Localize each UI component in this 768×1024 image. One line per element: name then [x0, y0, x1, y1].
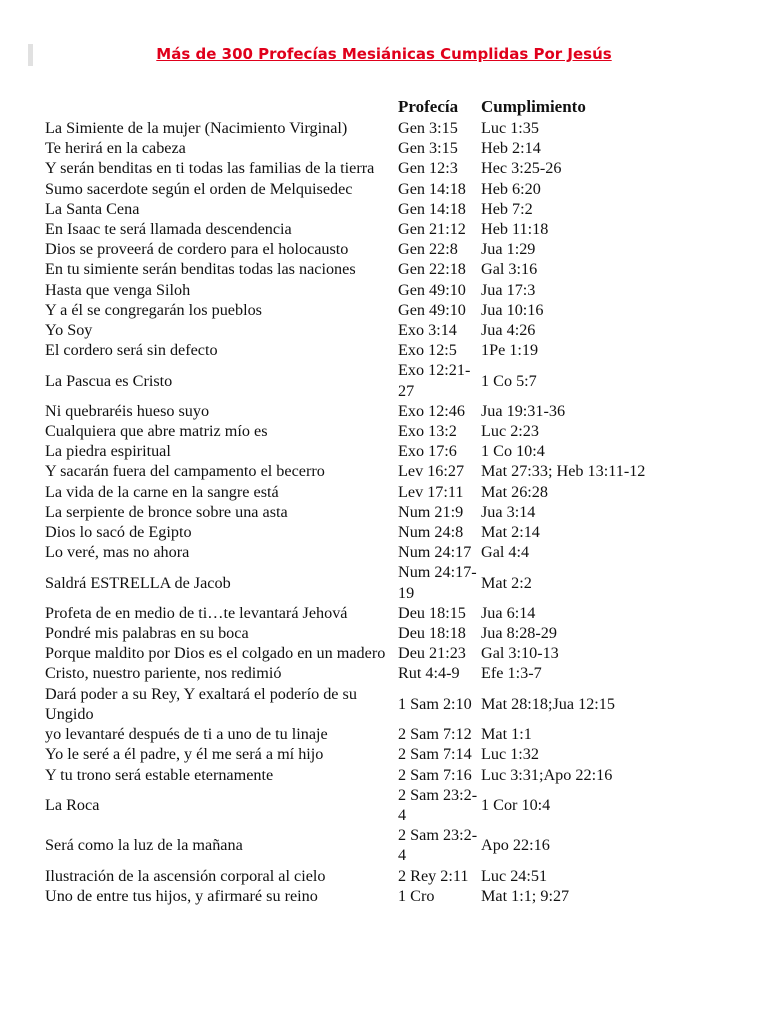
table-row [43, 320, 733, 340]
row-description: Y tu trono será estable eternamente [45, 765, 274, 784]
row-fulfillment-ref: Gal 3:16 [481, 260, 538, 279]
table-row [43, 219, 733, 239]
row-prophecy-ref: Gen 14:18 [398, 179, 466, 198]
row-prophecy-ref: 2 Sam 7:14 [398, 745, 472, 764]
table-row [43, 158, 733, 178]
table-row [43, 562, 733, 602]
table-row [43, 663, 733, 683]
row-description: La vida de la carne en la sangre está [45, 482, 279, 501]
row-prophecy-ref: Deu 21:23 [398, 644, 466, 663]
table-row [43, 239, 733, 259]
row-prophecy-ref: Gen 3:15 [398, 119, 458, 137]
row-description: Y serán benditas en ti todas las familias de la tierra [45, 159, 375, 178]
row-fulfillment-ref: 1 Cor 10:4 [481, 795, 551, 814]
row-prophecy-ref: Gen 3:15 [398, 139, 458, 158]
table-row [43, 482, 733, 502]
row-description: El cordero será sin defecto [45, 341, 218, 360]
row-fulfillment-ref: 1Pe 1:19 [481, 341, 539, 360]
row-description: La piedra espiritual [45, 442, 171, 461]
row-prophecy-ref: Num 21:9 [398, 502, 464, 521]
row-prophecy-ref: Lev 17:11 [398, 482, 464, 501]
row-fulfillment-ref: Luc 1:35 [481, 119, 539, 137]
row-prophecy-ref: Num 24:17 [398, 543, 472, 562]
table-row [43, 441, 733, 461]
row-fulfillment-ref: Mat 27:33; Heb 13:11-12 [481, 462, 646, 481]
row-prophecy-ref: Gen 12:3 [398, 159, 458, 178]
row-fulfillment-ref: Jua 17:3 [481, 280, 536, 299]
row-description: Saldrá ESTRELLA de Jacob [45, 573, 231, 592]
row-fulfillment-ref: Jua 10:16 [481, 300, 544, 319]
header-description [43, 96, 396, 118]
row-prophecy-ref: Deu 18:15 [398, 603, 466, 622]
row-description: Pondré mis palabras en su boca [45, 624, 249, 643]
row-description: En tu simiente serán benditas todas las naciones [45, 260, 356, 279]
row-description: yo levantaré después de ti a uno de tu linaje [45, 725, 328, 744]
table-body [43, 118, 733, 906]
row-fulfillment-ref: Jua 4:26 [481, 321, 536, 340]
row-prophecy-ref: 2 Sam 23:2-4 [398, 826, 478, 865]
row-description: Dios lo sacó de Egipto [45, 523, 192, 542]
table-row [43, 866, 733, 886]
row-prophecy-ref: Gen 14:18 [398, 199, 466, 218]
table-row [43, 118, 733, 138]
row-prophecy-ref: Lev 16:27 [398, 462, 465, 481]
table-row [43, 401, 733, 421]
row-description: La serpiente de bronce sobre una asta [45, 502, 288, 521]
header-fulfillment: Cumplimiento [481, 97, 586, 116]
row-fulfillment-ref: Jua 3:14 [481, 502, 536, 521]
row-prophecy-ref: Exo 12:46 [398, 401, 465, 420]
row-prophecy-ref: Gen 21:12 [398, 220, 466, 239]
row-description: Hasta que venga Siloh [45, 280, 191, 299]
table-row [43, 461, 733, 481]
row-description: Y a él se congregarán los pueblos [45, 300, 262, 319]
row-description: Dará poder a su Rey, Y exaltará el poderío de su Ungido [45, 684, 357, 723]
table-row [43, 280, 733, 300]
table-row [43, 340, 733, 360]
header-prophecy: Profecía [398, 97, 459, 116]
row-fulfillment-ref: Gal 3:10-13 [481, 644, 559, 663]
row-fulfillment-ref: Heb 6:20 [481, 179, 541, 198]
row-fulfillment-ref: Luc 2:23 [481, 422, 539, 441]
table-row [43, 785, 733, 825]
row-description: La Simiente de la mujer (Nacimiento Virginal) [45, 119, 348, 137]
row-prophecy-ref: Num 24:8 [398, 523, 464, 542]
table-row [43, 360, 733, 400]
row-fulfillment-ref: Mat 26:28 [481, 482, 548, 501]
table-row [43, 179, 733, 199]
table-row [43, 744, 733, 764]
row-prophecy-ref: Exo 12:5 [398, 341, 457, 360]
row-description: Cristo, nuestro pariente, nos redimió [45, 664, 282, 683]
row-fulfillment-ref: Mat 2:14 [481, 523, 540, 542]
row-fulfillment-ref: Jua 8:28-29 [481, 624, 557, 643]
row-prophecy-ref: 2 Sam 7:12 [398, 725, 472, 744]
row-fulfillment-ref: Efe 1:3-7 [481, 664, 542, 683]
row-prophecy-ref: Gen 22:18 [398, 260, 466, 279]
row-description: La Santa Cena [45, 199, 140, 218]
table-row [43, 138, 733, 158]
table-header-row [43, 96, 733, 118]
row-fulfillment-ref: Mat 1:1 [481, 725, 532, 744]
row-fulfillment-ref: Mat 1:1; 9:27 [481, 886, 570, 905]
row-prophecy-ref: 2 Rey 2:11 [398, 866, 469, 885]
row-prophecy-ref: Exo 3:14 [398, 321, 457, 340]
row-fulfillment-ref: Mat 28:18;Jua 12:15 [481, 694, 615, 713]
row-prophecy-ref: Exo 13:2 [398, 422, 457, 441]
row-fulfillment-ref: Jua 6:14 [481, 603, 536, 622]
row-fulfillment-ref: Luc 1:32 [481, 745, 539, 764]
row-fulfillment-ref: Luc 3:31;Apo 22:16 [481, 765, 613, 784]
row-prophecy-ref: Gen 22:8 [398, 240, 458, 259]
row-description: La Roca [45, 795, 100, 814]
row-fulfillment-ref: Heb 7:2 [481, 199, 533, 218]
table-row [43, 603, 733, 623]
row-prophecy-ref: Gen 49:10 [398, 280, 466, 299]
row-description: Ilustración de la ascensión corporal al cielo [45, 866, 326, 885]
row-fulfillment-ref: 1 Co 5:7 [481, 371, 537, 390]
row-prophecy-ref: 2 Sam 23:2-4 [398, 785, 478, 824]
row-prophecy-ref: Num 24:17-19 [398, 563, 477, 602]
row-fulfillment-ref: 1 Co 10:4 [481, 442, 545, 461]
row-description: Ni quebraréis hueso suyo [45, 401, 210, 420]
row-prophecy-ref: 2 Sam 7:16 [398, 765, 472, 784]
table-row [43, 259, 733, 279]
row-fulfillment-ref: Luc 24:51 [481, 866, 548, 885]
row-fulfillment-ref: Apo 22:16 [481, 836, 550, 855]
row-description: Y sacarán fuera del campamento el becerro [45, 462, 325, 481]
table-row [43, 825, 733, 865]
row-prophecy-ref: 1 Cro [398, 886, 435, 905]
row-description: Yo le seré a él padre, y él me será a mí hijo [45, 745, 324, 764]
table-row [43, 684, 733, 724]
table-row [43, 522, 733, 542]
row-fulfillment-ref: Mat 2:2 [481, 573, 532, 592]
row-fulfillment-ref: Heb 2:14 [481, 139, 541, 158]
table-row [43, 724, 733, 744]
document-title: Más de 300 Profecías Mesiánicas Cumplidas Por Jesús [156, 45, 612, 63]
table-row [43, 623, 733, 643]
row-description: La Pascua es Cristo [45, 371, 173, 390]
table-row [43, 300, 733, 320]
row-description: Porque maldito por Dios es el colgado en un madero [45, 644, 386, 663]
table-row [43, 199, 733, 219]
row-prophecy-ref: 1 Sam 2:10 [398, 694, 472, 713]
row-description: Uno de entre tus hijos, y afirmaré su reino [45, 886, 318, 905]
row-description: Será como la luz de la mañana [45, 836, 243, 855]
row-prophecy-ref: Exo 12:21-27 [398, 361, 471, 400]
row-prophecy-ref: Deu 18:18 [398, 624, 466, 643]
row-fulfillment-ref: Hec 3:25-26 [481, 159, 562, 178]
row-description: Yo Soy [45, 321, 93, 340]
row-description: Dios se proveerá de cordero para el holocausto [45, 240, 349, 259]
row-fulfillment-ref: Jua 1:29 [481, 240, 536, 259]
row-fulfillment-ref: Gal 4:4 [481, 543, 530, 562]
table-row [43, 421, 733, 441]
row-prophecy-ref: Gen 49:10 [398, 300, 466, 319]
table-row [43, 542, 733, 562]
row-prophecy-ref: Rut 4:4-9 [398, 664, 460, 683]
row-description: Lo veré, mas no ahora [45, 543, 190, 562]
table-row [43, 643, 733, 663]
table-row [43, 886, 733, 906]
table-row [43, 502, 733, 522]
row-description: Profeta de en medio de ti…te levantará Jehová [45, 603, 348, 622]
row-prophecy-ref: Exo 17:6 [398, 442, 457, 461]
row-description: Cualquiera que abre matriz mío es [45, 422, 268, 441]
row-description: En Isaac te será llamada descendencia [45, 220, 292, 239]
row-description: Te herirá en la cabeza [45, 139, 186, 158]
table-row [43, 765, 733, 785]
row-fulfillment-ref: Jua 19:31-36 [481, 401, 566, 420]
row-description: Sumo sacerdote según el orden de Melquisedec [45, 179, 353, 198]
prophecy-table [43, 96, 733, 906]
row-fulfillment-ref: Heb 11:18 [481, 220, 549, 239]
